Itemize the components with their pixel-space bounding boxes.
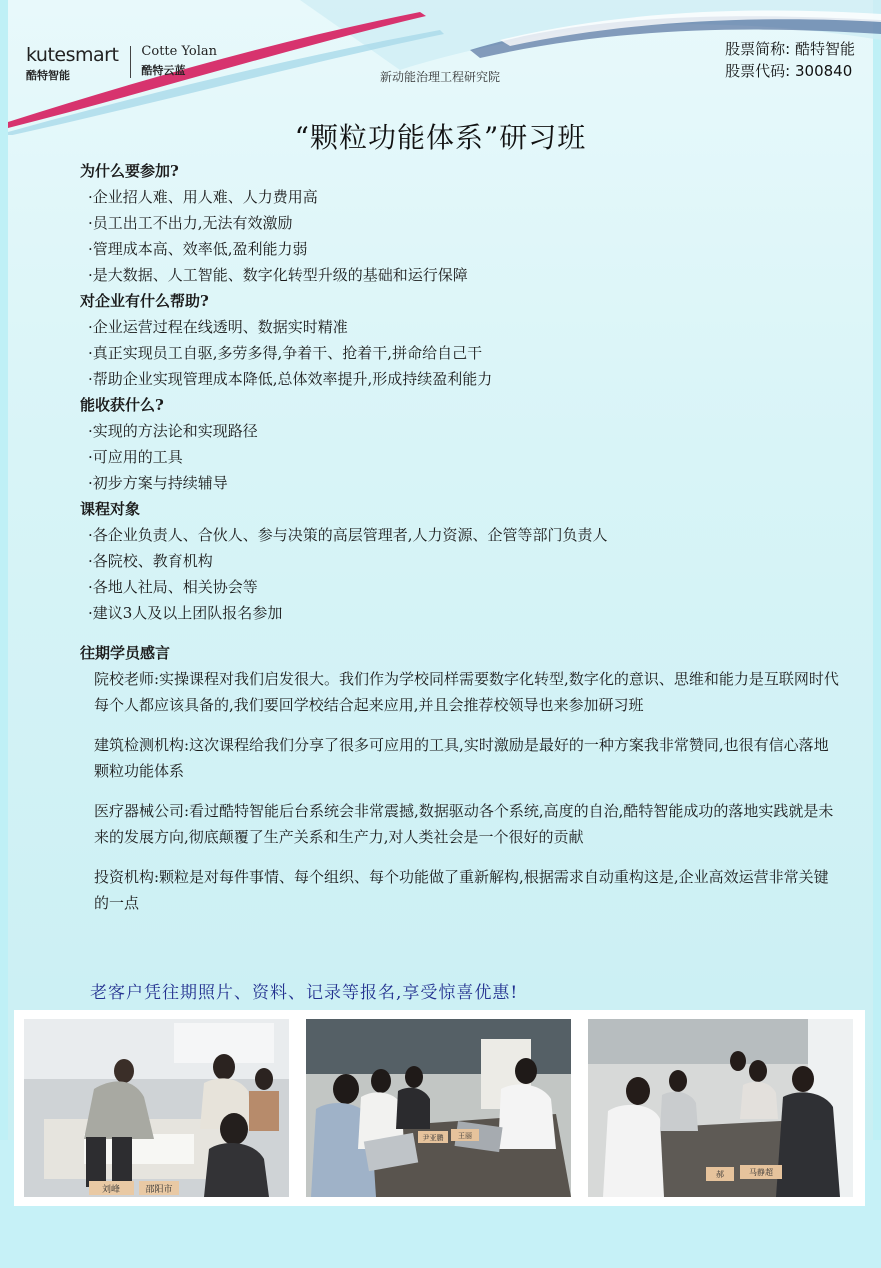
list-item: ·可应用的工具 — [88, 448, 183, 466]
list-item: ·员工出工不出力,无法有效激励 — [88, 214, 293, 232]
logo-brand-cn: 酷特智能 — [26, 69, 70, 82]
list-item: ·实现的方法论和实现路径 — [88, 422, 258, 440]
testimonial: 投资机构:颗粒是对每件事情、每个组织、每个功能做了重新解构,根据需求自动重构这是,企业高效运营非常关键的一点 — [94, 868, 829, 912]
name-tag: 郝 — [716, 1170, 724, 1179]
list-item: ·各地人社局、相关协会等 — [88, 578, 258, 596]
testimonial: 医疗器械公司:看过酷特智能后台系统会非常震撼,数据驱动各个系统,高度的自治,酷特智能成功的落地实践就是未来的发展方向,彻底颠覆了生产关系和生产力,对人类社会是一个很好的贡献 — [94, 802, 834, 846]
stock-info — [725, 38, 855, 82]
section-audience — [80, 496, 840, 626]
section-heading: 为什么要参加? — [80, 162, 179, 180]
list-item: ·管理成本高、效率低,盈利能力弱 — [88, 240, 308, 258]
stock-name: 股票简称: 酷特智能 — [725, 40, 855, 58]
list-item: ·企业招人难、用人难、人力费用高 — [88, 188, 318, 206]
logo-divider — [130, 46, 131, 78]
main-content — [80, 158, 840, 930]
list-item: ·是大数据、人工智能、数字化转型升级的基础和运行保障 — [88, 266, 468, 284]
section-why — [80, 158, 840, 288]
section-heading: 往期学员感言 — [80, 644, 171, 662]
name-tag: 尹亚鹏 — [422, 1134, 444, 1142]
testimonial: 建筑检测机构:这次课程给我们分享了很多可应用的工具,实时激励是最好的一种方案我非常赞同,也很有信心落地颗粒功能体系 — [94, 736, 829, 780]
name-tag: 刘峰 — [101, 1185, 121, 1195]
list-item: ·初步方案与持续辅导 — [88, 474, 228, 492]
stock-code: 股票代码: 300840 — [725, 62, 853, 80]
section-heading: 对企业有什么帮助? — [80, 292, 209, 310]
class-photo-3 — [588, 1019, 853, 1197]
name-tag: 马静超 — [749, 1168, 773, 1177]
institute-name: 新动能治理工程研究院 — [380, 70, 501, 84]
testimonial: 院校老师:实操课程对我们启发很大。我们作为学校同样需要数字化转型,数字化的意识、思维和能力是互联网时代每个人都应该具备的,我们要回学校结合起来应用,并且会推荐校领导也来参加研习班 — [94, 670, 839, 714]
section-heading: 能收获什么? — [80, 396, 164, 414]
photo-strip — [14, 1010, 865, 1206]
list-item: ·各院校、教育机构 — [88, 552, 213, 570]
name-tag: 王丽 — [458, 1132, 472, 1140]
section-testimonials — [80, 640, 840, 916]
logo-brand: kutesmart — [26, 44, 119, 66]
list-item: ·各企业负责人、合伙人、参与决策的高层管理者,人力资源、企管等部门负责人 — [88, 526, 608, 544]
list-item: ·真正实现员工自驱,多劳多得,争着干、抢着干,拼命给自己干 — [88, 344, 483, 362]
logo-sub-brand: Cotte Yolan — [141, 44, 218, 59]
promo-text: 老客户凭往期照片、资料、记录等报名,享受惊喜优惠! — [90, 983, 519, 1003]
class-photo-1 — [24, 1019, 289, 1197]
section-help — [80, 288, 840, 392]
list-item: ·帮助企业实现管理成本降低,总体效率提升,形成持续盈利能力 — [88, 370, 493, 388]
name-tag: 邵阳市 — [145, 1185, 173, 1195]
company-logo — [26, 44, 217, 83]
page-title: “颗粒功能体系”研习班 — [294, 121, 587, 154]
section-gain — [80, 392, 840, 496]
logo-sub-brand-cn: 酷特云蓝 — [141, 64, 186, 77]
section-heading: 课程对象 — [80, 500, 141, 518]
list-item: ·建议3人及以上团队报名参加 — [88, 604, 283, 622]
class-photo-2 — [306, 1019, 571, 1197]
list-item: ·企业运营过程在线透明、数据实时精准 — [88, 318, 348, 336]
